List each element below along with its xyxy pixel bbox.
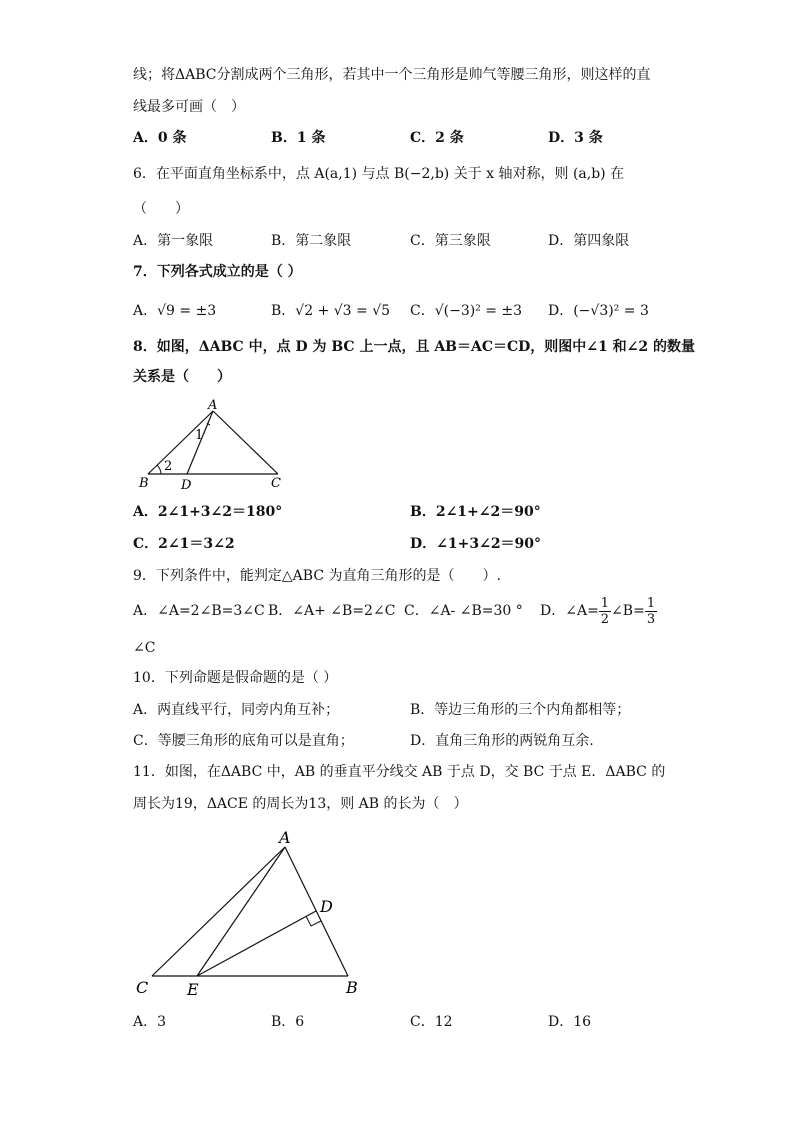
q11-segment-ed [197, 911, 316, 976]
q11-triangle-figure [130, 825, 370, 1005]
q9-frac1-num: 1 [600, 595, 610, 611]
q11-label-c: C [136, 978, 149, 997]
q11-label-a: A [279, 828, 291, 847]
q9-option-d [540, 593, 657, 629]
q7-option-c: C．√(−3)² = ±3 [410, 303, 523, 319]
q9-fraction-half [599, 596, 611, 627]
q8-option-c: C．2∠1＝3∠2 [133, 536, 235, 552]
q8-stem-line1: 8．如图，ΔABC 中，点 D 为 BC 上一点，且 AB＝AC＝CD，则图中∠1 和∠2 的数量 [133, 339, 695, 355]
q8-label-a: A [208, 398, 218, 413]
q9-option-d-mid: ∠B= [611, 603, 645, 619]
q6-option-c: C．第三象限 [410, 233, 491, 249]
q7-option-d: D．(−√3)² = 3 [548, 303, 649, 319]
q10-option-c: C．等腰三角形的底角可以是直角； [133, 733, 354, 749]
q8-angle2-arc [157, 465, 161, 474]
q8-label-b: B [139, 476, 149, 491]
q11-option-a: A．3 [133, 1014, 167, 1030]
q8-label-c: C [271, 476, 281, 491]
q7-option-b: B．√2 + √3 = √5 [271, 303, 391, 319]
q10-option-d: D．直角三角形的两锐角互余. [410, 733, 594, 749]
q11-segment-ca [152, 847, 285, 976]
q10-option-b: B．等边三角形的三个内角都相等； [410, 702, 631, 718]
q8-option-b: B．2∠1+∠2＝90° [410, 504, 541, 520]
q9-option-c: C．∠A- ∠B=30 ° [404, 603, 523, 619]
q8-label-angle1: 1 [195, 428, 204, 443]
q6-option-b: B．第二象限 [271, 233, 352, 249]
q5-stem-line1: 线；将ΔABC分割成两个三角形，若其中一个三角形是帅气等腰三角形，则这样的直 [133, 67, 651, 83]
q5-option-a: A．0 条 [133, 130, 187, 146]
q11-stem-line1: 11．如图，在ΔABC 中，AB 的垂直平分线交 AB 于点 D，交 BC 于点 E．ΔABC 的 [133, 764, 666, 780]
q8-stem-line2: 关系是（ ） [133, 369, 231, 385]
q10-stem: 10．下列命题是假命题的是（ ） [133, 670, 338, 686]
q10-option-a: A．两直线平行，同旁内角互补； [133, 702, 340, 718]
q11-stem-line2: 周长为19，ΔACE 的周长为13，则 AB 的长为（ ） [133, 796, 468, 812]
q9-frac2-num: 1 [646, 595, 656, 611]
q7-stem: 7．下列各式成立的是（ ） [133, 264, 302, 280]
q11-option-b: B．6 [271, 1014, 305, 1030]
q5-option-c: C．2 条 [410, 130, 464, 146]
q6-option-d: D．第四象限 [548, 233, 630, 249]
q7-option-a: A．√9 = ±3 [133, 303, 217, 319]
q11-option-c: C．12 [410, 1014, 453, 1030]
q6-stem-line1: 6．在平面直角坐标系中，点 A(a,1) 与点 B(−2,b) 关于 x 轴对称，则 (a,b) 在 [133, 166, 625, 182]
q6-stem-line2: （ ） [133, 201, 189, 217]
q9-option-b: B．∠A+ ∠B=2∠C [268, 603, 396, 619]
q9-fraction-third [645, 596, 657, 627]
q5-option-d: D．3 条 [548, 130, 603, 146]
q9-option-d-prefix: D．∠A= [540, 603, 599, 619]
q11-label-e: E [187, 980, 199, 999]
q5-stem-line2: 线最多可画（ ） [133, 99, 245, 115]
q9-frac1-den: 2 [600, 611, 610, 627]
q9-frac2-den: 3 [646, 611, 656, 627]
q11-label-b: B [346, 978, 358, 997]
q11-option-d: D．16 [548, 1014, 592, 1030]
q11-label-d: D [320, 897, 333, 916]
q11-right-angle-mark [306, 916, 321, 926]
q5-option-b: B．1 条 [271, 130, 326, 146]
q8-label-angle2: 2 [164, 459, 173, 474]
q8-label-d: D [181, 478, 192, 493]
q11-segment-ae [197, 847, 285, 976]
q9-stem: 9．下列条件中，能判定△ABC 为直角三角形的是（ ）. [133, 568, 501, 584]
q9-option-d-tail: ∠C [133, 640, 156, 656]
q8-triangle-figure [135, 395, 295, 495]
q11-segment-ab [285, 847, 348, 976]
q9-option-a: A．∠A=2∠B=3∠C [133, 603, 265, 619]
q8-segment-ac [213, 411, 278, 474]
q6-option-a: A．第一象限 [133, 233, 214, 249]
q8-option-a: A．2∠1+3∠2＝180° [133, 504, 283, 520]
q8-option-d: D．∠1+3∠2＝90° [410, 536, 542, 552]
